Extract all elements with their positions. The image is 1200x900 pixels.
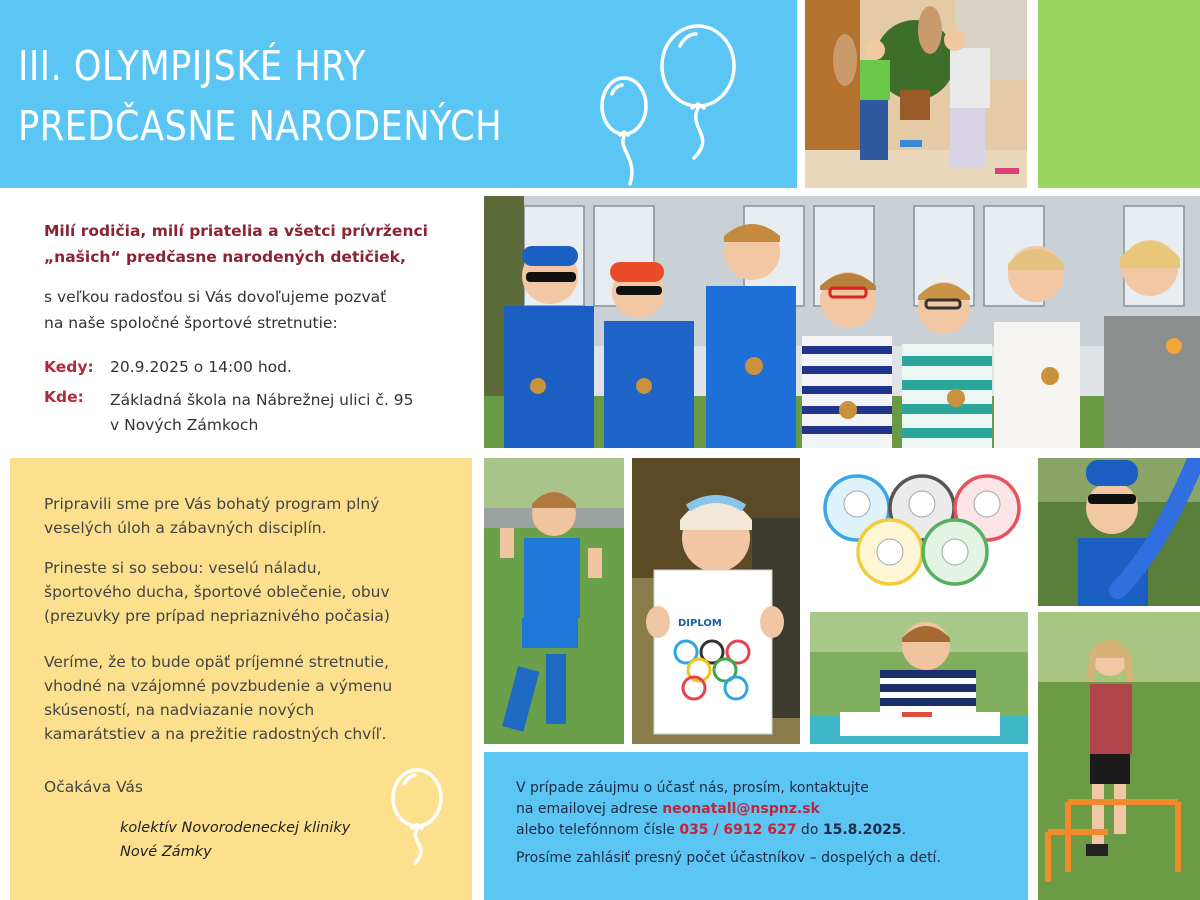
signature <box>120 816 420 864</box>
photo-boy-thumbs-up <box>484 458 624 744</box>
when-label: Kedy: <box>44 358 94 376</box>
invitation-text <box>44 284 464 336</box>
signature-line-2: Nové Zámky <box>120 844 212 860</box>
contact-phone[interactable]: 035 / 6912 627 <box>679 822 797 838</box>
green-accent-block <box>1038 0 1200 188</box>
where-line-2: v Nových Zámkoch <box>110 416 259 434</box>
signature-line-1: kolektív Novorodeneckej kliniky <box>120 820 351 836</box>
program-p2-line-3: (prezuvky pre prípad nepriaznivého počasia) <box>44 607 390 625</box>
photo-boy-drawing <box>810 612 1028 744</box>
program-p3-line-4: kamarátstiev a na prežitie radostných chvíľ. <box>44 725 387 743</box>
greeting-heading <box>44 218 464 270</box>
program-p3-line-3: skúseností, na nadviazanie nových <box>44 701 315 719</box>
where-line-1: Základná škola na Nábrežnej ulici č. 95 <box>110 391 414 409</box>
photo-boy-balloon <box>1038 458 1200 606</box>
invitation-line-2: na naše spoločné športové stretnutie: <box>44 314 338 332</box>
contact-text <box>516 778 1016 841</box>
photo-girl-diploma <box>632 458 800 744</box>
title-banner <box>0 0 797 188</box>
contact-line-1: V prípade záujmu o účasť nás, prosím, kontaktujte <box>516 780 869 796</box>
photo-group-medals <box>484 196 1200 448</box>
program-paragraph-1 <box>44 492 444 540</box>
when-value: 20.9.2025 o 14:00 hod. <box>110 358 292 376</box>
program-paragraph-3 <box>44 650 444 746</box>
program-paragraph-2 <box>44 556 444 628</box>
invitation-line-1: s veľkou radosťou si Vás dovoľujeme pozvať <box>44 288 387 306</box>
program-p2-line-2: športového ducha, športové oblečenie, obuv <box>44 583 390 601</box>
contact-line-2 <box>516 799 1016 820</box>
program-p3-line-2: vhodné na vzájomné povzbudenie a výmenu <box>44 677 393 695</box>
program-p1-line-1: Pripravili sme pre Vás bohatý program plný <box>44 495 380 513</box>
balloon-icon <box>384 766 450 866</box>
diploma-heading: DIPLOM <box>678 618 722 629</box>
contact-note: Prosíme zahlásiť presný počet účastníkov – dospelých a detí. <box>516 850 941 866</box>
olympic-babies-logo <box>812 460 1034 608</box>
greeting-line-1: Milí rodičia, milí priatelia a všetci prívrženci <box>44 222 428 240</box>
program-p1-line-2: veselých úloh a zábavných disciplín. <box>44 519 327 537</box>
contact-email[interactable]: neonatall@nspnz.sk <box>662 801 820 817</box>
title-line-1: III. OLYMPIJSKÉ HRY <box>18 42 366 90</box>
contact-period: . <box>901 822 907 838</box>
contact-email-prefix: na emailovej adrese <box>516 801 663 817</box>
contact-line-3 <box>516 820 1016 841</box>
where-label: Kde: <box>44 388 84 406</box>
title-line-2: PREDČASNE NARODENÝCH <box>18 102 503 150</box>
closing-text: Očakáva Vás <box>44 778 143 796</box>
photo-girl-hurdles <box>1038 612 1200 900</box>
olympic-rings-babies-icon <box>812 460 1034 608</box>
program-p3-line-1: Veríme, že to bude opäť príjemné stretnutie, <box>44 653 390 671</box>
greeting-line-2: „našich“ predčasne narodených detičiek, <box>44 248 406 266</box>
contact-deadline: 15.8.2025 <box>822 822 902 838</box>
program-p2-line-1: Prineste si so sebou: veselú náladu, <box>44 559 322 577</box>
contact-deadline-prefix: do <box>796 822 823 838</box>
balloons-icon <box>592 18 752 188</box>
photo-kids-game <box>805 0 1027 188</box>
where-value <box>110 388 470 438</box>
contact-phone-prefix: alebo telefónnom čísle <box>516 822 680 838</box>
